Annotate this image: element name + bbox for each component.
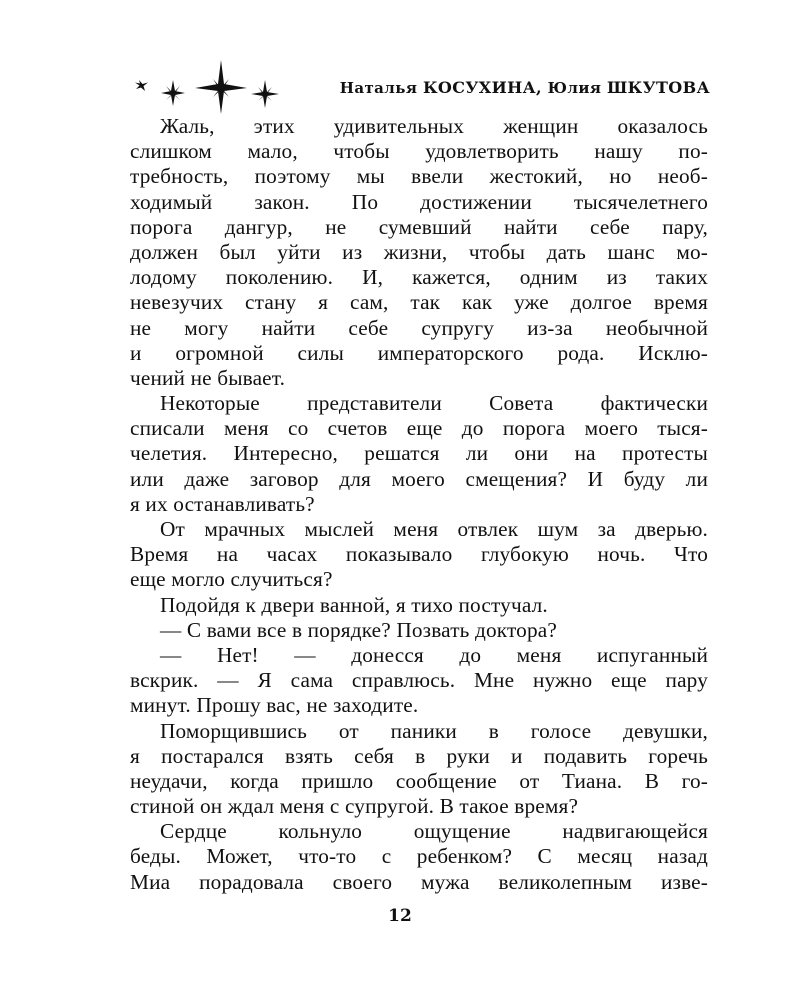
page-number: 12 xyxy=(388,906,412,926)
text-line: От мрачных мыслей меня отвлек шум за дверью. xyxy=(160,517,708,541)
text-line: должен был уйти из жизни, чтобы дать шанс мо- xyxy=(130,239,708,264)
text-line: списали меня со счетов еще до порога моего тыся- xyxy=(130,416,708,441)
paragraph xyxy=(130,819,708,895)
text-line: Время на часах показывало глубокую ночь. Что xyxy=(130,542,708,567)
text-line: я их останавливать? xyxy=(130,491,315,516)
text-line: Некоторые представители Совета фактически xyxy=(160,391,708,416)
author1-first-name: Наталья xyxy=(339,79,418,97)
text-line: — С вами все в порядке? Позвать доктора? xyxy=(160,617,557,642)
text-line: не могу найти себе супругу из-за необычной xyxy=(130,315,708,340)
text-line: лодому поколению. И, кажется, одним из таких xyxy=(130,265,708,290)
text-line: порога дангур, не сумевший найти себе пару, xyxy=(130,214,708,239)
text-line: Миа порадовала своего мужа великолепным изве- xyxy=(130,869,708,894)
text-line: стиной он ждал меня с супругой. В такое время? xyxy=(130,794,579,819)
text-line: и огромной силы императорского рода. Исклю- xyxy=(130,340,708,365)
paragraph xyxy=(130,517,708,593)
author2-first-name: Юлия xyxy=(547,79,602,97)
text-line: Жаль, этих удивительных женщин оказалось xyxy=(160,114,708,138)
text-line: Поморщившись от паники в голосе девушки, xyxy=(160,718,708,743)
text-line: или даже заговор для моего смещения? И буду ли xyxy=(130,466,708,491)
running-head-authors xyxy=(340,78,710,97)
text-line: требность, поэтому мы ввели жестокий, но необ- xyxy=(130,164,708,189)
text-line: Сердце кольнуло ощущение надвигающейся xyxy=(160,819,708,844)
paragraph xyxy=(130,593,708,618)
text-line: Подойдя к двери ванной, я тихо постучал. xyxy=(160,592,548,617)
text-line: еще могло случиться? xyxy=(130,567,333,592)
paragraph xyxy=(130,391,708,517)
text-line: невезучих стану я сам, так как уже долгое время xyxy=(130,290,708,315)
text-line: неудачи, когда пришло сообщение от Тиана. В го- xyxy=(130,768,708,793)
body-text xyxy=(130,114,708,895)
text-line: беды. Может, что-то с ребенком? С месяц назад xyxy=(130,844,708,869)
text-line: слишком мало, чтобы удовлетворить нашу по- xyxy=(130,139,708,164)
stars-ornament-icon xyxy=(125,58,295,118)
text-line: минут. Прошу вас, не заходите. xyxy=(130,693,419,718)
paragraph xyxy=(130,618,708,643)
text-line: чений не бывает. xyxy=(130,365,286,390)
paragraph xyxy=(130,719,708,820)
text-line: ходимый закон. По достижении тысячелетнего xyxy=(130,189,708,214)
page-header xyxy=(125,58,710,118)
text-line: — Нет! — донесся до меня испуганный xyxy=(160,642,708,667)
text-line: вскрик. — Я сама справлюсь. Мне нужно еще пару xyxy=(130,668,708,693)
text-line: я постарался взять себя в руки и подавить горечь xyxy=(130,743,708,768)
paragraph xyxy=(130,114,708,391)
author2-last-name: ШКУТОВА xyxy=(606,78,710,97)
paragraph xyxy=(130,643,708,719)
text-line: челетия. Интересно, решатся ли они на протесты xyxy=(130,441,708,466)
author1-last-name: КОСУХИНА, xyxy=(422,78,543,97)
